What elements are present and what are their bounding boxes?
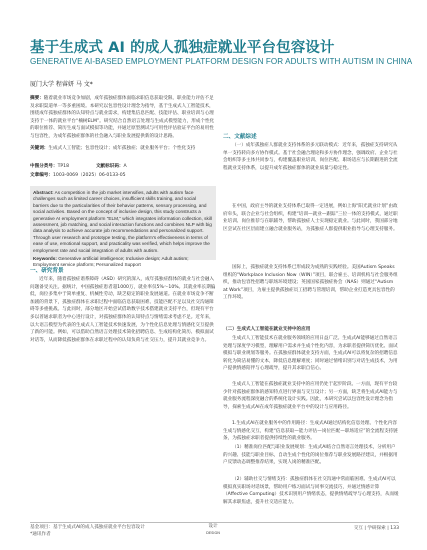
summary-text: 随着就业市场竞争加剧，成年孤独症群体面临求职信息获取受限、职业能力评估不足及求职渠道单一等多重困境。本研究以包容性设计理念为指导，基于生成式人工智能技术，围绕成年孤独症群体的认知特点与就业需求，构建集信息匹配、技能评估、职业培训与心理支持于一体的就业平台“楠树ELM”。研究结合自然语言处理与生成式模型能力，形成个性化的职位推荐、简历生成与面试模拟等功能，并通过原型测试与可用性评估验证平台的易用性与包容性，为成年孤独症群体的社会融入与职业发展提供新的设计思路。 xyxy=(30,96,215,139)
footer-mark-line2: DESIGN xyxy=(206,531,220,535)
section-background-text: 近年来，随着孤独症谱系障碍（ASD）研究的深入，成年孤独症群体的就业与社会融入问题备受关注。据统计，中国孤独症患者超1000万，就业率仅5%～10%。其就业率长期偏低，岗位多集中于简单重复、机械性劳动，缺乏稳定的职业发展通道。在就业市场竞争不断加剧的背景下，孤独症群体在求职过程中面临信息获取困难、技能匹配不足以及社交沟通障碍等多重挑战。与此同时，部分地区开始尝试借助数字技术搭建就业支持平台，但现有平台多以普通求职者为中心进行设计，对孤独症群体的认知特点与情绪需求考虑不足。近年来，以大语言模型为代表的生成式人工智能技术快速发展，为个性化信息处理与情感化交互提供了新的可能。例如，可以借助自然语言处理技术简化招聘信息、生成结构化简历、模拟面试对话等，从而降低孤独症群体在求职过程中的认知负荷与社交压力，提升其就业竞争力。 xyxy=(30,277,216,343)
ai-text-4: （1）精准岗位匹配与职业发展规划：生成式AI结合自然语言处理技术，分析用户的兴趣、技能与职业目标，自动生成个性化的岗位推荐与职业发展路径建议，并根据用户反馈动态调整推荐结果，实现人岗的精准匹配。 xyxy=(223,445,398,466)
keywords-text: 生成式人工智能；包容性设计；成年孤独症；就业服务平台；个性化支持 xyxy=(48,146,196,151)
footer-mark-line1: 设计 xyxy=(208,524,218,529)
doc-label: 文献标识码： xyxy=(95,164,124,169)
article-value: 1003-0069（2025）06-0133-05 xyxy=(52,173,126,178)
subsection-heading-ai: （二）生成式人工智能在就业支持中的应用 xyxy=(223,327,311,332)
article-label: 文章编号： xyxy=(30,173,53,178)
title-chinese: 基于生成式 AI 的成人孤独症就业平台包容设计 xyxy=(30,40,335,56)
english-abstract xyxy=(33,190,213,254)
chinese-abstract xyxy=(30,95,216,141)
footer-notes xyxy=(30,524,145,538)
literature-text-1: （一）成年孤独症人群就业支持体系的多元联动模式：近年来，孤独症支持研究从单一支持转向多方协作模式。基于社会融合理论和多方协作理念，强调政府、企业与社会组织等多主体共同参与，构建覆盖职业培训、岗位匹配、职场适应与长期跟进的全流程就业支持体系，以提升成年孤独症群体的就业质量与稳定性。 xyxy=(223,143,398,171)
clc-value: TP18 xyxy=(57,164,69,169)
fund-note: 基金项目：基于生成式AI的成人孤独症就业平台包容设计 xyxy=(30,525,145,530)
keywords-en-label: Keywords: xyxy=(33,256,57,262)
abstract-en-text: As competition in the job market intensifies, adults with autism face challenges such as limited career choices, insufficient skills training, and social barriers due to the particularities of their behavior patterns, sensory processing, and social activities. Based on the concept of inclusive design, this study constructs a generative AI employment platform "ELM," which integrates information collection, skill assessment, job matching, and social interaction functions and combines NLP with big data analysis to achieve accurate job recommendations and personalized support. Through user research and prototype testing, the platform's effectiveness in terms of ease of use, emotional support, and practicality was verified, which helps improve the employment rate and social integration of adults with autism. xyxy=(33,190,212,253)
chinese-keywords xyxy=(30,145,216,153)
abstract-en-label: Abstract: xyxy=(33,190,54,195)
footer-page-info: 交互 | 学研探索 | 133 xyxy=(353,526,399,531)
authors: 厦门大学 程睿妍 马 文* xyxy=(30,81,93,88)
title-english: GENERATIVE AI-BASED EMPLOYMENT PLATFORM DESIGN FOR ADULTS WITH AUTISM IN CHINA xyxy=(30,57,413,66)
ai-text-5: （2）辅助社交与情绪支持：孤独症群体在社交沟通中常面临困难。生成式AI可以模拟真实职场对话场景，帮助用户练习面试与同事交流技巧，并通过情感计算（Affective Computing）技术识别用户情绪状态，提供情绪疏导与心理支持，从而缓解其求职焦虑，提升社交适应能力。 xyxy=(223,477,399,505)
ai-text-2: 生成式人工智能在孤独症就业支持中的应用仍处于起步阶段。一方面，现有平台较少针对孤独症群体的感知特点进行界面与交互设计；另一方面，缺乏将生成式AI能力与就业服务流程深度融合的系统化设计实践。因此，本研究尝试以包容性设计理念为指导，探索生成式AI在成年孤独症就业平台中的设计与应用路径。 xyxy=(223,382,398,410)
keywords-en-text: Generative artificial intelligence; Inclusive design; Adult autism; Employment service platform; Personalized Support xyxy=(33,256,189,268)
summary-label: 摘要： xyxy=(30,96,44,101)
clc-label: 中图分类号： xyxy=(30,164,58,169)
section-heading-background: 一、研究背景 xyxy=(30,268,64,274)
english-abstract-box xyxy=(30,186,216,268)
doc-value: A xyxy=(123,164,127,169)
literature-text-3: 国际上，孤独症就业支持体系已形成较为成熟的实践经验。美国Autism Speaks组织的“Workplace Inclusion Now（WIN）”项目，联合雇主、培训机构与社会服务组织，推动包容性招聘与职场环境建设；英国国家孤独症协会（NAS）则通过“Autism at Work”项目，为雇主提供孤独症员工招聘与管理培训，帮助企业打造更具包容性的工作环境。 xyxy=(223,265,398,301)
keywords-label: 关键词： xyxy=(30,146,49,151)
footer-journal-mark xyxy=(201,524,225,536)
ai-text-1: 生成式人工智能技术在就业服务领域的应用日益广泛。生成式AI能够通过自然语言处理与深度学习模型，理解用户需求并生成个性化内容，为求职者提供简历优化、面试模拟与职业规划等服务。在孤独症群体就业支持方面，生成式AI可以将复杂的招聘信息转化为简洁易懂的文本，降低信息理解难度；同时通过情绪识别与对话生成技术，为用户提供情感陪伴与心理疏导，提升其求职自信心。 xyxy=(223,336,398,372)
author-note: *通讯作者 xyxy=(30,532,51,537)
literature-text-2: 在中国，政府主导的就业支持体系已取得一定进展，例如上海“阳光就业计划”由政府牵头，联合企业与社会组织，构建“培训—就业—跟踪”三位一体的支持模式，通过职业培训、岗位推荐与在职辅导，帮助孤独症人士实现稳定就业。与此同时，我国部分地区尝试在社区层面建立融合就业服务站，为孤独症人群提供职业指导与心理支持服务。 xyxy=(223,204,398,232)
footer-rule xyxy=(30,522,399,523)
classification-row xyxy=(30,163,127,169)
section-heading-literature: 二、文献综述 xyxy=(223,134,257,140)
article-number-row xyxy=(30,172,126,178)
ai-text-3: 1.生成式AI在就业服务中的作用路径：生成式AI通过结构化信息处理、个性化内容生成与情感化交互，构建“信息获取—能力评估—岗位匹配—职场适应”的全流程支持链条，为孤独症求职者提供持续性的就业服务。 xyxy=(223,421,398,442)
